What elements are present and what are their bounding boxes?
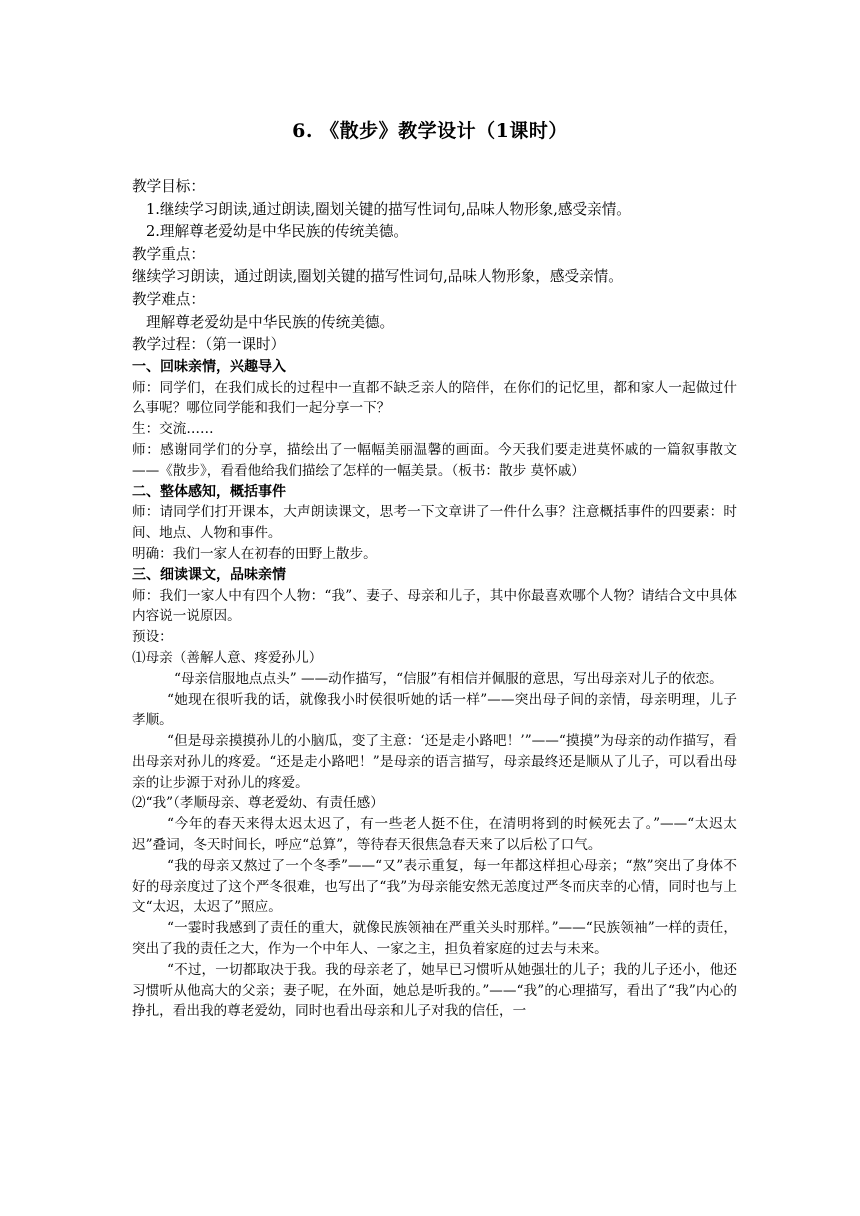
analysis-mother-1: “母亲信服地点点头” ——动作描写，“信服”有相信并佩服的意思，写出母亲对儿子的依恋。: [174, 670, 723, 687]
difficulties-text: 理解尊老爱幼是中华民族的传统美德。: [146, 313, 395, 331]
analysis-me-3: “一霎时我感到了责任的重大，就像民族领袖在严重关头时那样。”——“民族领袖”一样的责任，突出了我的责任之大，作为一个中年人、一家之主，担负着家庭的过去与未来。: [132, 920, 737, 958]
objective-item-1: 1.继续学习朗读,通过朗读,圈划关键的描写性词句,品味人物形象,感受亲情。: [146, 200, 631, 218]
heading-part-3: 三、细读课文，品味亲情: [132, 566, 286, 583]
section-label-objectives: 教学目标：: [132, 178, 205, 195]
analysis-me-4: “不过，一切都取决于我。我的母亲老了，她早已习惯听从她强壮的儿子；我的儿子还小，他还习惯听从他高大的父亲；妻子呢，在外面，她总是听我的。”——“我”的心理描写，看出了“我”内心的挣扎，看出我的尊老爱幼，同时也看出母亲和儿子对我的信任，一: [132, 961, 737, 1020]
subheading-mother: ⑴母亲（善解人意、疼爱孙儿）: [132, 649, 323, 666]
section-label-key-points: 教学重点：: [132, 245, 205, 263]
paragraph-teacher-reading: 师：请同学们打开课本，大声朗读课文，思考一下文章讲了一件什么事？注意概括事件的四要素：时间、地点、人物和事件。: [132, 504, 737, 542]
document-title: 6. 《散步》教学设计（1课时）: [292, 120, 568, 142]
paragraph-preset: 预设：: [132, 629, 173, 646]
section-label-process: 教学过程：（第一课时）: [132, 336, 286, 354]
paragraph-teacher-transition: 师：感谢同学们的分享，描绘出了一幅幅美丽温馨的画面。今天我们要走进莫怀戚的一篇叙事散文——《散步》，看看他给我们描绘了怎样的一幅美景。（板书：散步 莫怀戚）: [132, 441, 737, 479]
section-label-difficulties: 教学难点：: [132, 290, 205, 308]
analysis-me-2: “我的母亲又熬过了一个冬季”——“又”表示重复，每一年都这样担心母亲；“熬”突出了身体不好的母亲度过了这个严冬很难，也写出了“我”为母亲能安然无恙度过严冬而庆幸的心情，同时也与上文“太迟，太迟了”照应。: [132, 857, 737, 916]
key-points-text: 继续学习朗读，通过朗读,圈划关键的描写性词句,品味人物形象，感受亲情。: [132, 268, 623, 286]
subheading-me: ⑵“我”（孝顺母亲、尊老爱幼、有责任感）: [132, 795, 384, 812]
analysis-mother-2: “她现在很听我的话，就像我小时侯很听她的话一样”——突出母子间的亲情，母亲明理，儿子孝顺。: [132, 691, 737, 729]
paragraph-teacher-question: 师：我们一家人中有四个人物：“我”、妻子、母亲和儿子，其中你最喜欢哪个人物？请结合文中具体内容说一说原因。: [132, 587, 737, 625]
heading-part-2: 二、整体感知，概括事件: [132, 483, 286, 500]
analysis-mother-3: “但是母亲摸摸孙儿的小脑瓜，变了主意：‘还是走小路吧！’”——“摸摸”为母亲的动作描写，看出母亲对孙儿的疼爱。“还是走小路吧！”是母亲的语言描写，母亲最终还是顺从了儿子，可以看出母亲的让步源于对孙儿的疼爱。: [132, 733, 737, 791]
objective-item-2: 2.理解尊老爱幼是中华民族的传统美德。: [146, 223, 409, 241]
heading-part-1: 一、回味亲情，兴趣导入: [132, 358, 286, 375]
analysis-me-1: “今年的春天来得太迟太迟了，有一些老人挺不住，在清明将到的时候死去了。”——“太迟太迟”叠词，冬天时间长，呼应“总算”，等待春天很焦急春天来了以后松了口气。: [132, 816, 737, 854]
paragraph-student-share: 生：交流……: [132, 421, 214, 438]
document-body: [132, 176, 737, 1022]
paragraph-teacher-intro: 师：同学们，在我们成长的过程中一直都不缺乏亲人的陪伴，在你们的记忆里，都和家人一起做过什么事呢？哪位同学能和我们一起分享一下？: [132, 379, 737, 417]
paragraph-answer: 明确：我们一家人在初春的田野上散步。: [132, 545, 377, 562]
